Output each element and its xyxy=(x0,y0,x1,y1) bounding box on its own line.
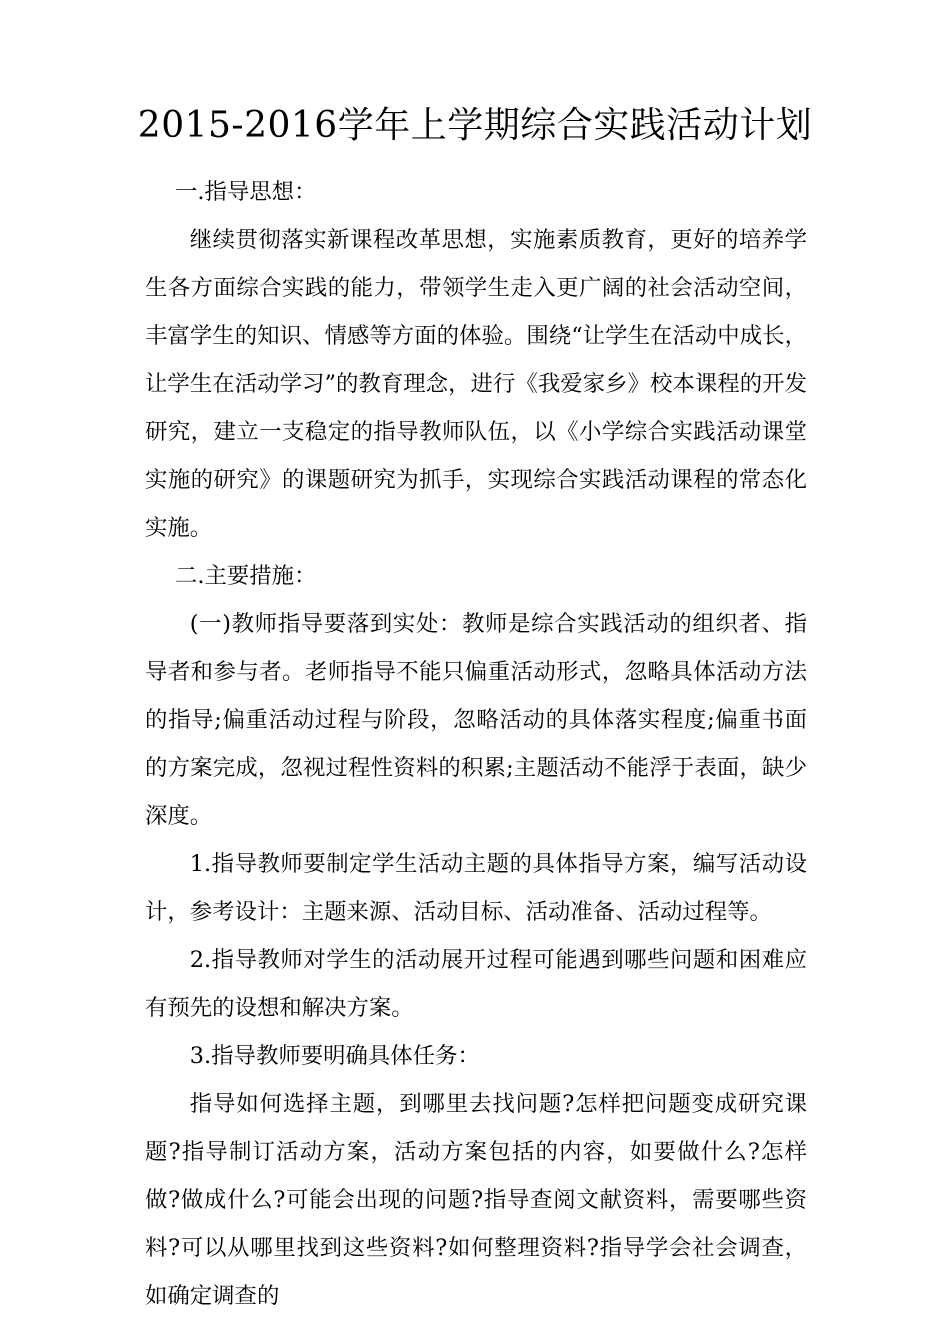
list-item-1: 1.指导教师要制定学生活动主题的具体指导方案，编写活动设计，参考设计：主题来源、活动目标、活动准备、活动过程等。 xyxy=(145,851,807,925)
section-heading-guiding-thought: 一.指导思想： xyxy=(175,179,317,205)
measure-1-paragraph: (一)教师指导要落到实处：教师是综合实践活动的组织者、指导者和参与者。老师指导不能只偏重活动形式，忽略具体活动方法的指导;偏重活动过程与阶段，忽略活动的具体落实程度;偏重书面的方案完成，忽视过程性资料的积累;主题活动不能浮于表面，缺少深度。 xyxy=(145,611,807,829)
document-body xyxy=(145,168,807,1320)
section-heading-main-measures: 二.主要措施： xyxy=(175,563,317,589)
guiding-thought-paragraph: 继续贯彻落实新课程改革思想，实施素质教育，更好的培养学生各方面综合实践的能力，带领学生走入更广阔的社会活动空间，丰富学生的知识、情感等方面的体验。围绕“让学生在活动中成长，让学生在活动学习”的教育理念，进行《我爱家乡》校本课程的开发研究，建立一支稳定的指导教师队伍，以《小学综合实践活动课堂实施的研究》的课题研究为抓手，实现综合实践活动课程的常态化实施。 xyxy=(145,227,807,541)
list-item-2: 2.指导教师对学生的活动展开过程可能遇到哪些问题和困难应有预先的设想和解决方案。 xyxy=(145,947,807,1021)
list-item-3-detail: 指导如何选择主题，到哪里去找问题?怎样把问题变成研究课题?指导制订活动方案，活动方案包括的内容，如要做什么?怎样做?做成什么?可能会出现的问题?指导查阅文献资料，需要哪些资料?可以从哪里找到这些资料?如何整理资料?指导学会社会调查，如确定调查的 xyxy=(145,1091,807,1309)
document-title: 2015-2016学年上学期综合实践活动计划 xyxy=(137,105,813,146)
list-item-3: 3.指导教师要明确具体任务： xyxy=(189,1043,480,1069)
